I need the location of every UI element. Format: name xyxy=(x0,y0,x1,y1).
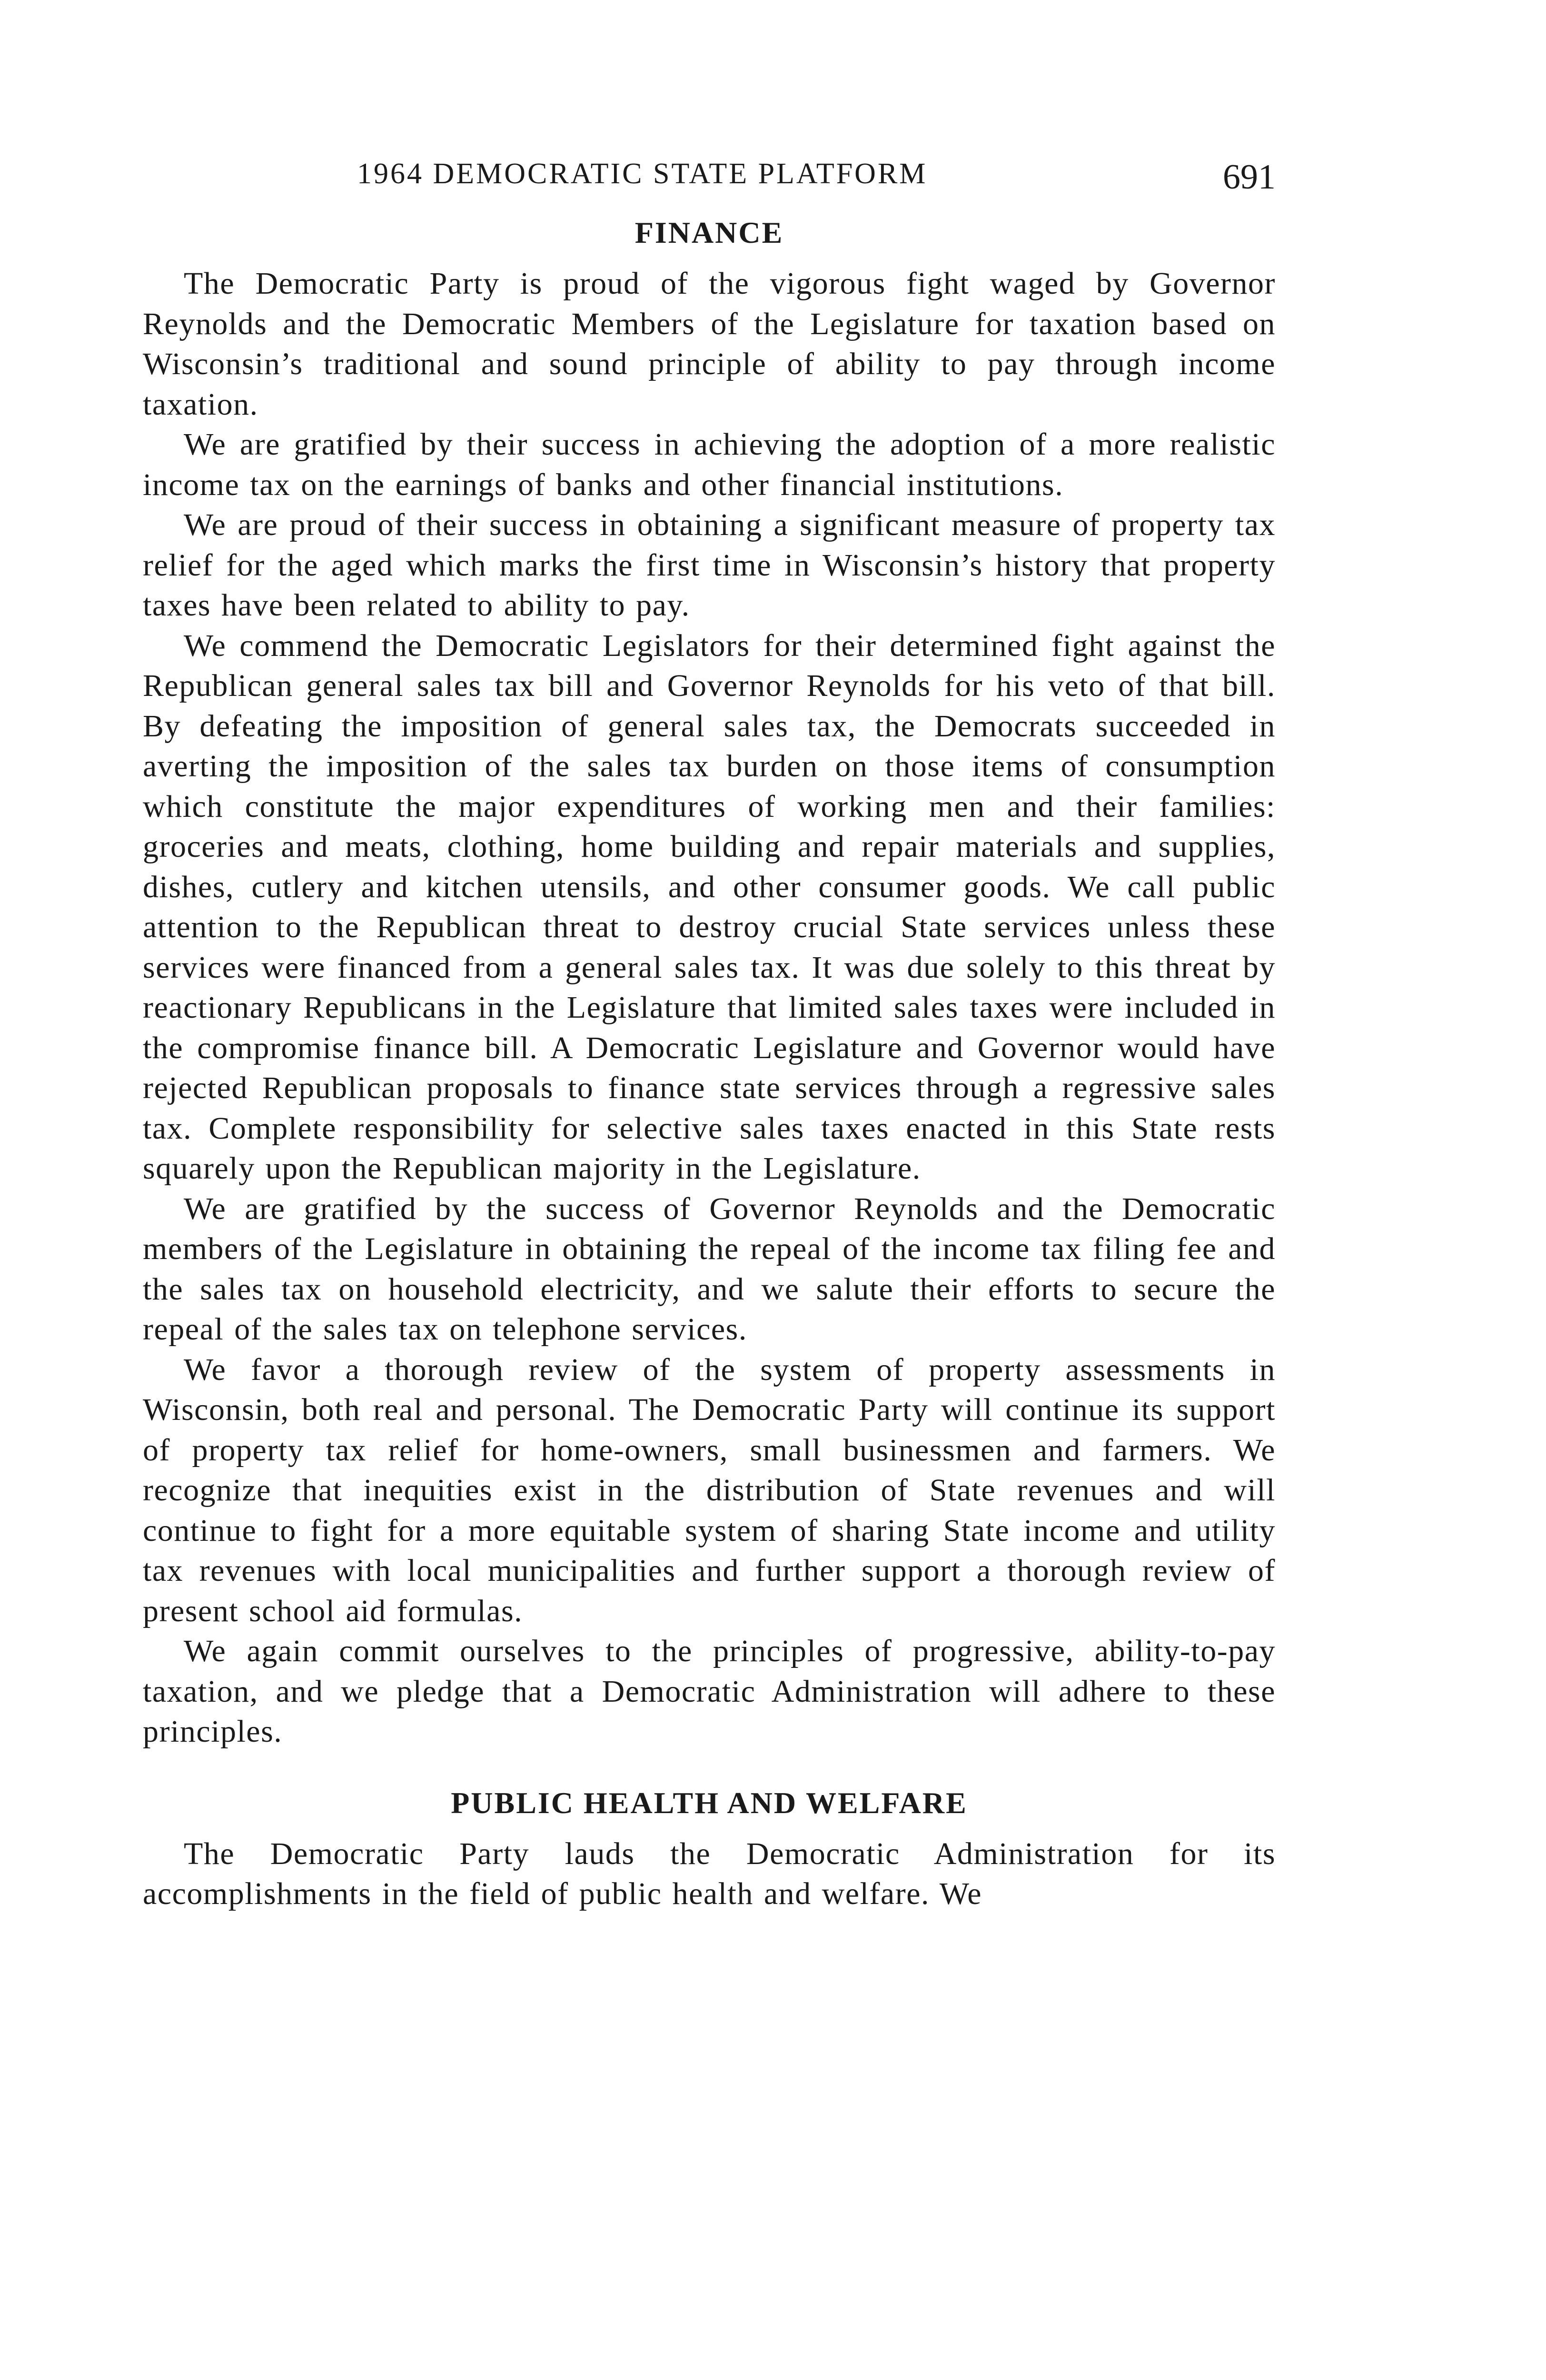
page-number: 691 xyxy=(1223,158,1276,197)
finance-section xyxy=(143,215,1276,1752)
running-title: 1964 DEMOCRATIC STATE PLATFORM xyxy=(357,158,928,190)
public-health-welfare-section xyxy=(143,1785,1276,1914)
finance-paragraph-4: We commend the Democratic Legislators for their determined fight against the Republican general sales tax bill and Governor Reynolds for his veto of that bill. By defeating the imposition of general sales tax, the Democrats succeeded in averting the imposition of the sales tax burden on those items of consumption which constitute the major expenditures of working men and their families: groceries and meats, clothing, home building and repair materials and supplies, dishes, cutlery and kitchen utensils, and other consumer goods. We call public attention to the Republican threat to destroy crucial State services unless these services were financed from a general sales tax. It was due solely to this threat by reactionary Republicans in the Legislature that limited sales taxes were included in the compromise finance bill. A Democratic Legislature and Governor would have rejected Republican proposals to finance state services through a regressive sales tax. Complete responsibility for selective sales taxes enacted in this State rests squarely upon the Republican majority in the Legislature. xyxy=(143,628,1276,1186)
public-health-paragraph-1: The Democratic Party lauds the Democratic Administration for its accomplishments in the field of public health and welfare. We xyxy=(143,1836,1276,1911)
finance-paragraph-3: We are proud of their success in obtaining a significant measure of property tax relief for the aged which marks the first time in Wisconsin’s history that property taxes have been related to ability to pay. xyxy=(143,507,1276,623)
running-header xyxy=(143,157,1276,209)
finance-paragraph-7: We again commit ourselves to the principles of progressive, ability-to-pay taxation, and we pledge that a Democratic Administration will adhere to these principles. xyxy=(143,1634,1276,1749)
finance-heading: FINANCE xyxy=(634,216,784,249)
finance-paragraph-5: We are gratified by the success of Governor Reynolds and the Democratic members of the Legislature in obtaining the repeal of the income tax filing fee and the sales tax on household electricity, and we salute their efforts to secure the repeal of the sales tax on telephone services. xyxy=(143,1191,1276,1347)
public-health-welfare-heading: PUBLIC HEALTH AND WELFARE xyxy=(451,1785,968,1820)
finance-paragraph-1: The Democratic Party is proud of the vigorous fight waged by Governor Reynolds and the Democratic Members of the Legislature for taxation based on Wisconsin’s traditional and sound principle of ability to pay through income taxation. xyxy=(143,266,1276,422)
document-page xyxy=(143,157,1276,1914)
finance-paragraph-6: We favor a thorough review of the system of property assessments in Wisconsin, both real and personal. The Democratic Party will continue its support of property tax relief for home-owners, small businessmen and farmers. We recognize that inequities exist in the distribution of State revenues and will continue to fight for a more equitable system of sharing State income and utility tax revenues with local municipalities and further support a thorough review of present school aid formulas. xyxy=(143,1352,1276,1628)
finance-paragraph-2: We are gratified by their success in achieving the adoption of a more realistic income tax on the earnings of banks and other financial institutions. xyxy=(143,427,1276,502)
